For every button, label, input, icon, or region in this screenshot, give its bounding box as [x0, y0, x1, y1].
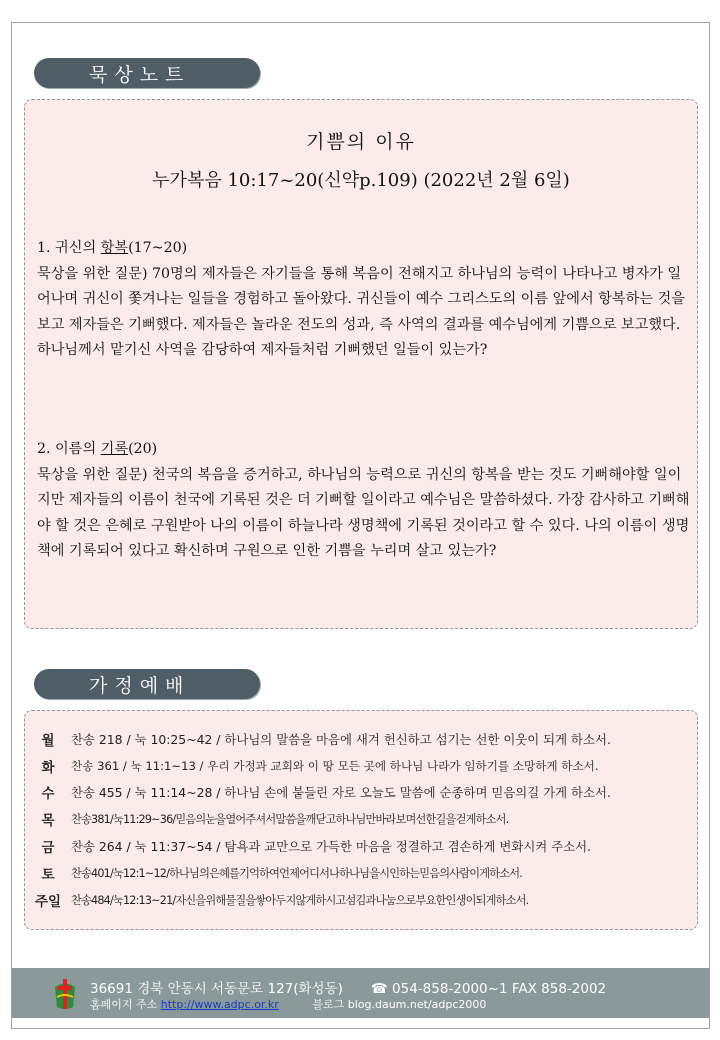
worship-row-saturday: [25, 861, 699, 885]
homepage-link[interactable]: http://www.adpc.or.kr: [160, 998, 279, 1011]
worship-day: 화: [41, 760, 55, 776]
worship-text: 찬송401/눅12:1~12/하나님의은혜를기억하여언제어디서나하나님을시인하는믿음의사람이게하소서.: [71, 867, 523, 880]
blog-link[interactable]: blog.daum.net/adpc2000: [347, 998, 487, 1011]
worship-row-wednesday: [25, 780, 699, 804]
scripture-reference: 누가복음 10:17~20(신약p.109) (2022년 2월 6일): [152, 170, 570, 191]
church-cross-logo-icon: [52, 977, 78, 1011]
worship-row-friday: [25, 834, 699, 858]
devotion-box: [24, 99, 698, 629]
worship-row-tuesday: [25, 754, 699, 778]
point-1-keyword: 항복: [100, 240, 129, 256]
worship-text: 찬송 218 / 눅 10:25~42 / 하나님의 말씀을 마음에 새겨 헌신하고 섬기는 선한 이웃이 되게 하소서.: [71, 732, 611, 747]
point-1-heading: 1. 귀신의 항복(17~20): [37, 240, 188, 256]
worship-day: 수: [41, 786, 55, 802]
devotion-title: 기쁨의 이유: [306, 131, 416, 153]
worship-day: 토: [41, 867, 55, 883]
worship-day: 목: [41, 813, 55, 829]
blog-label: 블로그: [312, 998, 345, 1011]
point-2-heading: 2. 이름의 기록(20): [37, 441, 158, 457]
family-worship-badge: 가정예배: [34, 669, 260, 699]
worship-text: 찬송 455 / 눅 11:14~28 / 하나님 손에 붙들린 자로 오늘도 말씀에 순종하며 믿음의길 가게 하소서.: [71, 785, 611, 800]
worship-row-sunday: [25, 888, 699, 912]
worship-text: 찬송381/눅11:29~36/믿음의눈을열어주셔서말씀을깨닫고하나님만바라보며선한길을걷게하소서.: [71, 813, 509, 826]
point-2: [37, 437, 691, 565]
point-2-body: 묵상을 위한 질문) 천국의 복음을 증거하고, 하나님의 능력으로 귀신의 항복을 받는 것도 기뻐해야할 일이지만 제자들의 이름이 천국에 기록된 것은 더 기뻐할 일이라고 예수님은 말씀하셨다. 가장 감사하고 기뻐해야 할 것은 은혜로 구원받아 나의 이름이 하늘나라 생명책에 기록된 것이라고 할 수 있다. 나의 이름이 생명책에 기록되어 있다고 확신하며 구원으로 인한 기쁨을 누리며 살고 있는가?: [37, 466, 690, 559]
worship-day: 주일: [34, 894, 62, 910]
point-1: [37, 236, 691, 364]
worship-row-thursday: [25, 807, 699, 831]
worship-day: 월: [41, 733, 55, 749]
worship-text: 찬송 264 / 눅 11:37~54 / 탐욕과 교만으로 가득한 마음을 정결하고 겸손하게 변화시켜 주소서.: [71, 839, 592, 854]
worship-row-monday: [25, 727, 699, 751]
church-address: 36691 경북 안동시 서동문로 127(화성동): [90, 981, 343, 997]
worship-text: 찬송 361 / 눅 11:1~13 / 우리 가정과 교회와 이 땅 모든 곳에 하나님 나라가 임하기를 소망하게 하소서.: [71, 759, 599, 773]
point-1-body: 묵상을 위한 질문) 70명의 제자들은 자기들을 통해 복음이 전해지고 하나님의 능력이 나타나고 병자가 일어나며 귀신이 쫓겨나는 일들을 경험하고 돌아왔다. 귀신들이 예수 그리스도의 이름 앞에서 항복하는 것을 보고 제자들은 기뻐했다. 제자들은 놀라운 전도의 성과, 즉 사역의 결과를 예수님에게 기쁨으로 보고했다. 하나님께서 맡기신 사역을 감당하여 제자들처럼 기뻐했던 일들이 있는가?: [37, 265, 685, 358]
homepage-label: 홈페이지 주소: [90, 998, 158, 1011]
worship-text: 찬송484/눅12:13~21/자신을위해물질을쌓아두지않게하시고섬김과나눔으로부요한인생이되게하소서.: [71, 894, 529, 907]
footer-bar: [12, 968, 709, 1018]
church-phone: ☎ 054-858-2000~1 FAX 858-2002: [370, 981, 607, 997]
worship-day: 금: [41, 840, 55, 856]
footer-contact: [90, 977, 606, 997]
footer-links: [90, 996, 486, 1012]
family-worship-box: [24, 710, 698, 930]
point-2-keyword: 기록: [100, 441, 129, 457]
devotion-badge: 묵상노트: [34, 58, 260, 88]
